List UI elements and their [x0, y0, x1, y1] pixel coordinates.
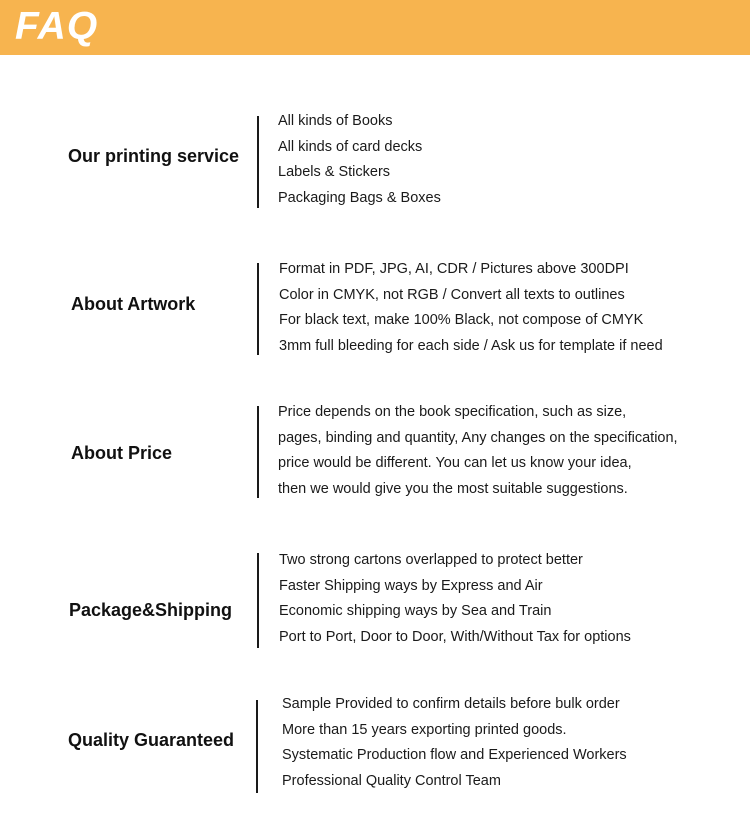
section-title: Our printing service — [68, 146, 240, 166]
list-item: Economic shipping ways by Sea and Train — [279, 603, 552, 620]
section-list — [279, 257, 663, 360]
section-title: About Artwork — [71, 294, 196, 314]
list-item: pages, binding and quantity, Any changes on the specification, — [278, 429, 678, 446]
section-divider — [257, 553, 259, 648]
list-item: Systematic Production flow and Experienced Workers — [282, 747, 627, 764]
section-list — [278, 109, 441, 212]
header-bar — [0, 0, 750, 55]
list-item: Price depends on the book specification, such as size, — [278, 404, 627, 420]
section-divider — [257, 406, 259, 498]
section-list — [279, 548, 631, 651]
list-item: All kinds of card decks — [278, 138, 423, 155]
list-item: then we would give you the most suitable suggestions. — [278, 481, 628, 498]
list-item: Packaging Bags & Boxes — [278, 190, 441, 207]
list-item: Port to Port, Door to Door, With/Without Tax for options — [279, 629, 631, 646]
list-item: 3mm full bleeding for each side / Ask us for template if need — [279, 338, 663, 355]
list-item: Two strong cartons overlapped to protect better — [279, 552, 583, 568]
list-item: Labels & Stickers — [278, 164, 391, 181]
section-title: Package&Shipping — [69, 600, 233, 620]
list-item: More than 15 years exporting printed goods. — [282, 721, 567, 738]
header-title: FAQ — [15, 5, 99, 48]
list-item: Color in CMYK, not RGB / Convert all texts to outlines — [279, 286, 625, 303]
list-item: Sample Provided to confirm details before bulk order — [282, 696, 620, 712]
section-divider — [257, 263, 259, 355]
list-item: Faster Shipping ways by Express and Air — [279, 577, 543, 594]
section-list — [278, 400, 678, 503]
list-item: price would be different. You can let us know your idea, — [278, 455, 632, 472]
section-divider — [256, 700, 258, 793]
list-item: Format in PDF, JPG, AI, CDR / Pictures above 300DPI — [279, 261, 629, 277]
section-list — [282, 692, 627, 795]
section-title: Quality Guaranteed — [68, 730, 235, 750]
section-divider — [257, 116, 259, 208]
section-title: About Price — [71, 443, 173, 463]
list-item: For black text, make 100% Black, not compose of CMYK — [279, 312, 644, 329]
list-item: All kinds of Books — [278, 113, 393, 129]
list-item: Professional Quality Control Team — [282, 773, 501, 790]
